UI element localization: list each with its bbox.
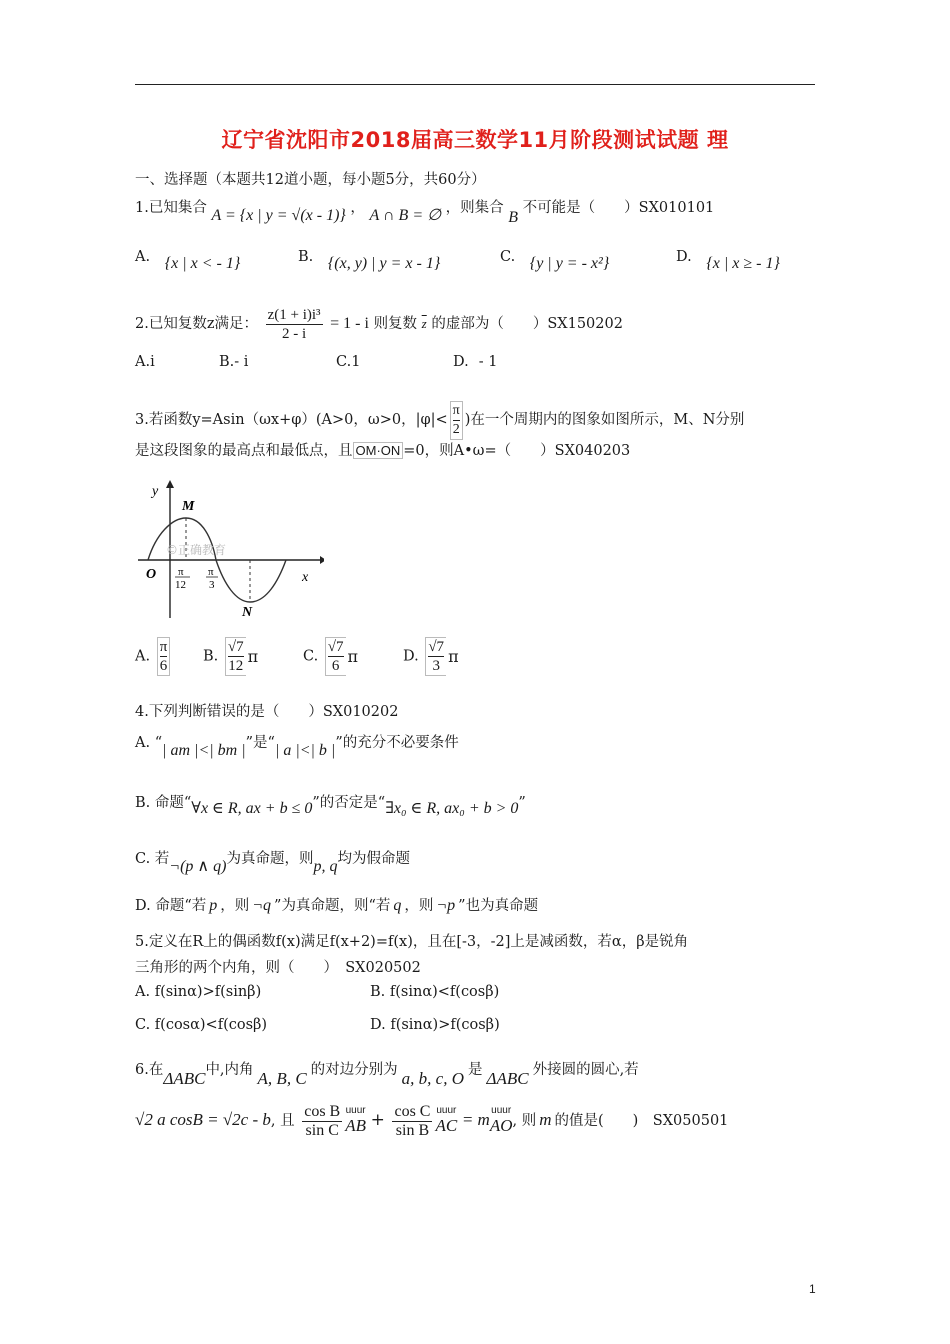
x-label: x — [302, 570, 309, 585]
point-n-label: N — [242, 605, 253, 620]
q2-text-2: 则复数 — [373, 316, 418, 332]
fraction-numerator: √7 — [327, 639, 344, 655]
option-text-2: ，则 — [220, 898, 250, 914]
option-label: B. — [298, 249, 314, 265]
fraction-numerator: √7 — [227, 639, 244, 655]
fraction-numerator: √7 — [428, 639, 445, 655]
question-2-stem — [135, 300, 623, 348]
tick-1-denominator: 12 — [175, 579, 186, 591]
section-heading: 一、选择题（本题共12道小题，每小题5分，共60分） — [135, 172, 486, 188]
q2-zbar: $\overline{z}$ — [421, 316, 427, 331]
origin-label: O — [146, 567, 157, 582]
option-text: f(cosα)<f(cosβ) — [154, 1017, 268, 1033]
option-fraction — [225, 637, 246, 676]
q6-text-5: 外接圆的圆心,若 — [532, 1062, 639, 1078]
option-tail: π — [247, 647, 259, 666]
fraction-denominator: 6 — [331, 658, 340, 674]
option-text-2: 为真命题，则 — [226, 851, 314, 867]
option-label: D. — [676, 249, 692, 265]
option-label: D. — [403, 648, 419, 665]
q6-fraction-1 — [302, 1103, 342, 1140]
option-label: C. — [135, 1017, 151, 1033]
option-text: - 1 — [478, 354, 498, 370]
q1-option-c[interactable] — [500, 248, 610, 272]
q1-option-a[interactable] — [135, 248, 241, 272]
q1-set-a: A = {x | y = √(x - 1)} — [211, 207, 346, 224]
q6-angles: A, B, C — [257, 1069, 307, 1088]
option-label: B. — [370, 984, 386, 1000]
option-text-3: ”为真命题，则“若 — [274, 898, 391, 914]
page-number: 1 — [809, 1282, 816, 1296]
q6-text-8: 的值是( ) SX050501 — [554, 1113, 729, 1129]
q3-option-c[interactable] — [303, 637, 358, 676]
option-text: B. 命题“ — [135, 795, 192, 811]
option-label: C. — [303, 648, 319, 665]
q2-text: 2.已知复数z满足： — [135, 316, 258, 332]
y-axis-arrow — [166, 480, 174, 488]
q3-text-3: 是这段图象的最高点和最低点，且 — [135, 443, 353, 459]
vector-arrow-mark: uuur — [436, 1105, 457, 1116]
option-label: D. — [370, 1017, 386, 1033]
q4-d-q: q — [393, 897, 402, 914]
q3-text-2: )在一个周期内的图象如图所示，M、N分别 — [464, 412, 745, 428]
q3-option-d[interactable] — [403, 637, 459, 676]
fraction-denominator: 12 — [228, 658, 244, 674]
q2-text-3: 的虚部为（ ）SX150202 — [431, 316, 623, 332]
fraction-numerator: π — [159, 639, 168, 655]
q6-equation: √2 a cosB = √2c - b — [135, 1110, 271, 1129]
q2-option-d[interactable] — [453, 354, 497, 370]
x-axis-arrow — [320, 556, 324, 564]
option-text-5: ”也为真命题 — [458, 898, 539, 914]
q4-d-not-q: ¬q — [252, 897, 272, 914]
q4-option-a[interactable] — [135, 726, 459, 760]
q6-text-7: , 则 — [512, 1113, 537, 1129]
q4-a-math-1: | am |<| bm | — [162, 742, 246, 759]
q2-rhs: = 1 - i — [330, 315, 369, 332]
q3-option-b[interactable] — [203, 637, 258, 676]
q1-option-d[interactable] — [676, 248, 780, 272]
q6-vector-ao — [490, 1106, 513, 1136]
option-text: {x | x ≥ - 1} — [706, 255, 780, 272]
q3-vector-product: OM·ON — [353, 442, 404, 459]
q2-numerator: z(1 + i)i³ — [267, 306, 321, 323]
option-tail: π — [347, 647, 359, 666]
header-rule — [135, 84, 815, 85]
option-text: f(sinα)>f(cosβ) — [390, 1017, 500, 1033]
point-m-label: M — [182, 499, 195, 514]
tick-2-numerator: π — [208, 566, 214, 578]
watermark: ©正确教育 — [166, 543, 227, 557]
fraction-denominator: 3 — [432, 658, 440, 674]
q4-a-math-2: | a |<| b | — [274, 742, 336, 759]
q3-pi-over-2 — [450, 401, 463, 440]
q6-triangle-2: ΔABC — [486, 1069, 529, 1088]
option-fraction — [425, 637, 446, 676]
q4-c-math-2: p, q — [313, 858, 338, 875]
q4-option-b[interactable] — [135, 786, 526, 820]
q1-comma: ， — [350, 200, 365, 216]
fraction-denominator: sin C — [305, 1121, 339, 1139]
option-text: {(x, y) | y = x - 1} — [327, 255, 441, 272]
vector-arrow-mark: uuur — [491, 1105, 512, 1116]
q4-b-math-1: ∀x ∈ R, ax + b ≤ 0 — [191, 800, 313, 817]
option-label: A. — [135, 648, 151, 665]
vector-name: AB — [345, 1116, 366, 1135]
option-text: C. 若 — [135, 851, 170, 867]
q2-fraction — [266, 306, 323, 343]
option-label: B. — [203, 648, 219, 665]
q1-option-b[interactable] — [298, 248, 441, 272]
q4-c-math-1: ¬(p ∧ q) — [169, 858, 227, 875]
q6-text-4: 是 — [467, 1062, 483, 1078]
q4-d-not-p: ¬p — [436, 897, 456, 914]
option-fraction — [325, 637, 346, 676]
question-1-stem — [135, 198, 715, 226]
option-text: A. “ — [135, 735, 163, 751]
fraction-numerator: cos C — [394, 1102, 431, 1120]
q2-option-b[interactable] — [219, 354, 248, 370]
q6-sides: a, b, c, O — [401, 1069, 464, 1088]
q1-set-b: B — [508, 209, 519, 226]
q1-condition: A ∩ B = ∅ — [369, 207, 442, 224]
option-text-3: ” — [518, 795, 526, 811]
fraction-numerator: cos B — [304, 1102, 341, 1120]
q5-option-c[interactable] — [135, 1017, 267, 1033]
q6-text: 6.在 — [135, 1062, 164, 1078]
question-6-line-2 — [135, 1094, 728, 1147]
option-label: C. — [500, 249, 516, 265]
q3-option-a[interactable] — [135, 637, 172, 676]
option-text: i — [150, 354, 155, 370]
option-text-2: ”的否定是“ — [312, 795, 386, 811]
q2-option-c[interactable] — [336, 354, 360, 370]
option-label: C. — [336, 354, 352, 370]
fraction-denominator: sin B — [395, 1121, 430, 1139]
q6-text-3: 的对边分别为 — [310, 1062, 398, 1078]
option-label: A. — [135, 249, 151, 265]
q3-text-4: =0，则A•ω=（ ）SX040203 — [403, 443, 631, 459]
q3-text: 3.若函数y=Asin（ωx+φ）(A>0，ω>0，|φ|< — [135, 412, 448, 428]
q4-option-d[interactable] — [135, 896, 538, 916]
question-4-stem: 4.下列判断错误的是（ ）SX010202 — [135, 704, 399, 720]
q4-d-p: p — [209, 897, 218, 914]
q1-text-3: 不可能是（ ）SX010101 — [522, 200, 715, 216]
question-3-line-1 — [135, 398, 744, 442]
option-text-4: ，则 — [404, 898, 434, 914]
option-text: - i — [234, 354, 249, 370]
option-text: 1 — [351, 354, 361, 370]
question-3-line-2 — [135, 441, 630, 461]
option-label: A. — [135, 354, 151, 370]
fraction-denominator: 2 — [452, 421, 460, 437]
q2-denominator: 2 - i — [281, 325, 307, 342]
option-text-3: ”的充分不必要条件 — [335, 735, 459, 751]
option-label: D. — [453, 354, 469, 370]
y-label: y — [152, 484, 159, 499]
q5-option-b[interactable] — [370, 984, 499, 1000]
q5-option-a[interactable] — [135, 984, 261, 1000]
q6-text-2: 中,内角 — [205, 1062, 254, 1078]
q6-vector-ab — [345, 1106, 366, 1136]
option-tail: π — [448, 647, 459, 666]
q2-option-a[interactable] — [135, 354, 155, 370]
page-title: 辽宁省沈阳市2018届高三数学11月阶段测试试题 理 — [221, 128, 729, 152]
question-5-line-2: 三角形的两个内角，则（ ） SX020502 — [135, 960, 421, 976]
q3-sine-graph — [134, 478, 324, 623]
q6-vector-ac — [435, 1106, 457, 1136]
q4-option-c[interactable] — [135, 842, 410, 876]
option-text-2: ”是“ — [245, 735, 275, 751]
tick-2-denominator: 3 — [209, 579, 215, 591]
vector-arrow-mark: uuur — [345, 1105, 366, 1116]
option-label: A. — [135, 984, 151, 1000]
question-5-line-1: 5.定义在R上的偶函数f(x)满足f(x+2)=f(x)，且在[-3，-2]上是减函数，若α，β是锐角 — [135, 934, 689, 950]
fraction-denominator: 6 — [159, 658, 168, 674]
option-text: f(sinα)>f(sinβ) — [154, 984, 262, 1000]
q4-b-math-2: ∃x₀ ∈ R, ax₀ + b > 0 — [385, 800, 519, 817]
q1-text-2: ，则集合 — [445, 200, 504, 216]
option-fraction — [157, 637, 171, 676]
question-6-line-1 — [135, 1051, 639, 1088]
q6-equals-m: = m — [461, 1110, 490, 1129]
option-text: {x | x < - 1} — [164, 255, 241, 272]
option-text: f(sinα)<f(cosβ) — [389, 984, 500, 1000]
option-text: {y | y = - x²} — [529, 255, 610, 272]
vector-name: AC — [435, 1116, 458, 1135]
tick-1-numerator: π — [178, 566, 184, 578]
q6-text-6: , 且 — [270, 1113, 295, 1129]
fraction-numerator: π — [453, 402, 460, 421]
option-label: B. — [219, 354, 235, 370]
vector-name: AO — [489, 1116, 513, 1135]
q1-text: 1.已知集合 — [135, 200, 207, 216]
q6-m: m — [539, 1110, 552, 1129]
q6-triangle: ΔABC — [163, 1069, 206, 1088]
option-text-3: 均为假命题 — [337, 851, 410, 867]
q5-option-d[interactable] — [370, 1017, 500, 1033]
q6-fraction-2 — [392, 1103, 432, 1140]
option-text: D. 命题“若 — [135, 898, 207, 914]
plus-sign: + — [370, 1110, 385, 1130]
